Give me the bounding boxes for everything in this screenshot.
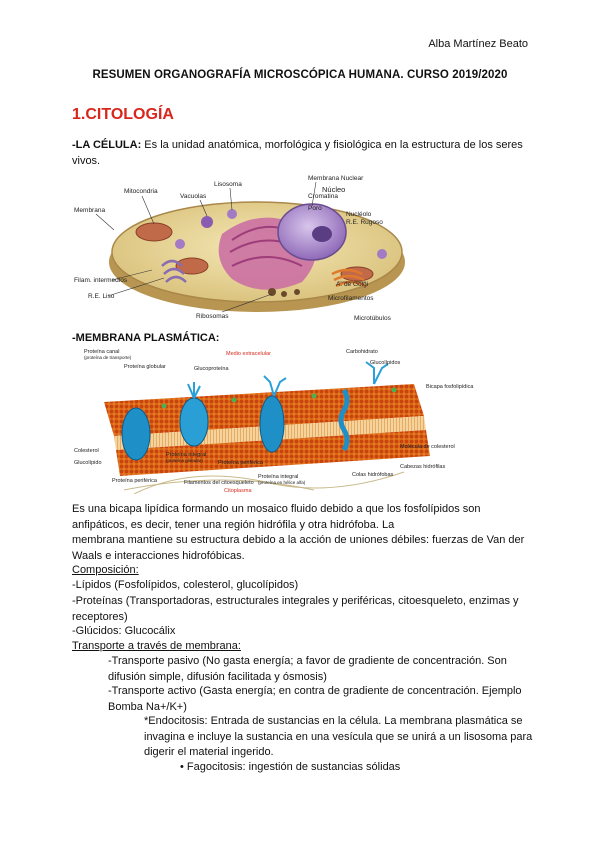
mlabel-proteina-periferica-2: Proteína periférica <box>112 478 157 484</box>
mlabel-carbohidrato: Carbohidrato <box>346 349 378 355</box>
nucleus <box>278 204 346 260</box>
mlabel-citoplasma: Citoplasma <box>224 488 252 494</box>
mlabel-proteina-integral-sub: (proteína globular) <box>166 458 203 463</box>
fagocitosis: • Fagocitosis: ingestión de sustancias sólidas <box>180 761 401 773</box>
mlabel-proteina-integral-2-sub: (proteína en hélice alfa) <box>258 480 306 485</box>
label-poro: Poro <box>308 205 322 212</box>
membrane-lead: -MEMBRANA PLASMÁTICA: <box>72 332 220 344</box>
cell-definition <box>72 138 534 169</box>
label-microfilamentos: Microfilamentos <box>328 295 374 302</box>
transporte-pasivo: -Transporte pasivo (No gasta energía; a favor de gradiente de concentración. Son difusión simple, difusión facilitada y ósmosis) <box>108 655 507 683</box>
composicion-glucidos: -Glúcidos: Glucocálix <box>72 625 176 637</box>
label-filamentos-intermedios: Filam. intermedios <box>74 277 128 284</box>
cell-diagram <box>72 174 472 328</box>
integral-protein <box>260 396 284 452</box>
label-mitocondria: Mitocondria <box>124 188 158 195</box>
label-membrana: Membrana <box>74 207 106 214</box>
endocitosis: *Endocitosis: Entrada de sustancias en la célula. La membrana plasmática se invagina e incluye la sustancia en una vesícula que se unirá a un lisosoma para digerir el material ingerido. <box>144 715 533 758</box>
label-lisosoma: Lisosoma <box>214 181 242 188</box>
membrane-paragraph-1: Es una bicapa lipídica formando un mosaico fluido debido a que los fosfolípidos son anfipáticos, es decir, tener una región hidrófila y otra hidrófoba. La <box>72 503 481 531</box>
author-name: Alba Martínez Beato <box>428 38 528 50</box>
section-heading: 1.CITOLOGÍA <box>72 106 174 123</box>
document-title: RESUMEN ORGANOGRAFÍA MICROSCÓPICA HUMANA. CURSO 2019/2020 <box>92 69 508 81</box>
label-microtubulos: Microtúbulos <box>354 315 391 322</box>
mlabel-proteina-canal: Proteína canal <box>84 349 120 355</box>
mlabel-colesterol: Colesterol <box>74 448 99 454</box>
mlabel-cabezas: Cabezas hidrófilas <box>400 464 446 470</box>
label-re-liso: R.E. Liso <box>88 293 115 300</box>
cell-text: Es la unidad anatómica, morfológica y fisiológica en la estructura de los seres vivos. <box>72 139 523 167</box>
transporte-activo: -Transporte activo (Gasta energía; en contra de gradiente de concentración. Ejemplo Bomba Na+/K+) <box>108 685 522 713</box>
mlabel-medio-extracelular: Medio extracelular <box>226 351 271 357</box>
label-re-rugoso: R.E. Rugoso <box>346 219 383 226</box>
label-cromatina: Cromatina <box>308 193 338 200</box>
label-nucleolo: Nucléolo <box>346 211 372 218</box>
channel-protein <box>122 408 150 460</box>
membrane-diagram <box>74 344 474 494</box>
label-ribosomas: Ribosomas <box>196 313 229 320</box>
label-golgi: A. de Golgi <box>336 281 369 288</box>
label-nucleo: Núcleo <box>322 185 346 194</box>
label-vacuolas: Vacuolas <box>180 193 207 200</box>
mlabel-glucoproteina: Glucoproteína <box>194 366 229 372</box>
mlabel-filamentos: Filamentos del citoesqueleto <box>184 480 254 486</box>
nucleolus <box>312 226 332 242</box>
composicion-proteinas: -Proteínas (Transportadoras, estructurales integrales y periféricas, citoesqueleto, enzimas y receptores) <box>72 595 519 623</box>
mlabel-proteina-integral-2: Proteína integral <box>258 474 299 480</box>
cell-lead: -LA CÉLULA: <box>72 139 142 151</box>
mlabel-glucolipidos: Glucolípidos <box>370 360 401 366</box>
transporte-heading: Transporte a través de membrana: <box>72 640 241 652</box>
mlabel-proteina-periferica: Proteína periférica <box>218 460 263 466</box>
globular-protein <box>180 398 208 446</box>
mlabel-molecula: Molécula de colesterol <box>400 444 455 450</box>
composicion-lipidos: -Lípidos (Fosfolípidos, colesterol, glucolípidos) <box>72 579 299 591</box>
mlabel-proteina-globular: Proteína globular <box>124 364 166 370</box>
mlabel-glucolipido: Glucolípido <box>74 460 102 466</box>
mlabel-proteina-canal-sub: (proteína de transporte) <box>84 355 132 360</box>
mlabel-colas: Colas hidrófobas <box>352 472 394 478</box>
vacuole-1 <box>201 216 213 228</box>
composicion-heading: Composición: <box>72 564 139 576</box>
mlabel-bicapa: Bicapa fosfolipídica <box>426 384 474 390</box>
lysosome <box>227 209 237 219</box>
mitochondrion-1 <box>136 223 172 241</box>
mlabel-proteina-integral: Proteína integral <box>166 452 207 458</box>
membrane-paragraph-2: membrana mantiene su estructura debido a la acción de uniones débiles: fuerzas de Van der Waals e interacciones hidrofóbicas. <box>72 534 525 562</box>
label-membrana-nuclear: Membrana Nuclear <box>308 175 364 182</box>
